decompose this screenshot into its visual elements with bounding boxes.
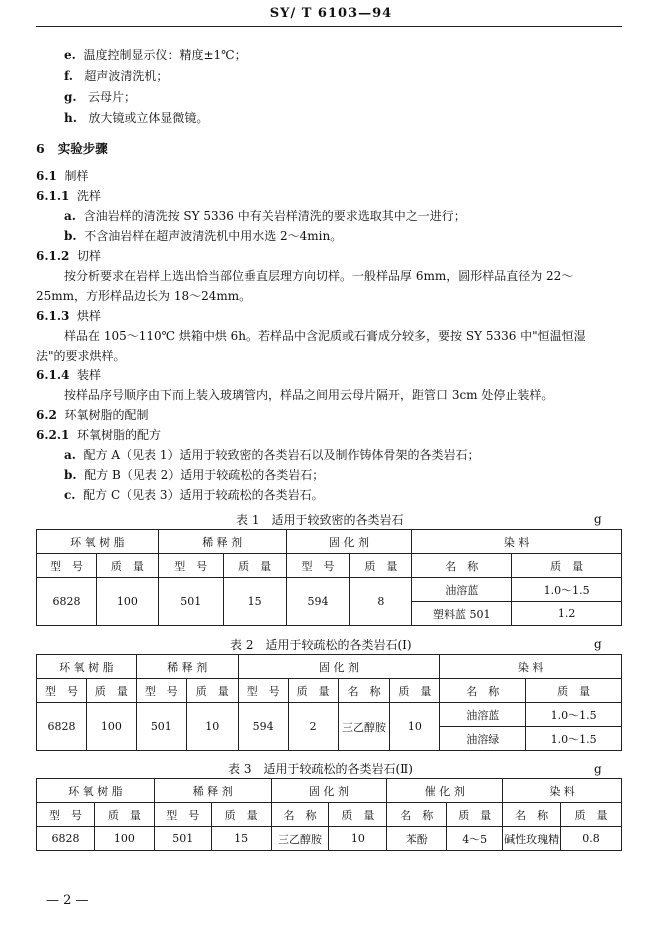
table-group-header: 催 化 剂 <box>387 779 503 803</box>
list-item: e. 温度控制显示仪：精度±1℃； <box>64 48 247 62</box>
subsection-heading: 6.1.3 烘样 <box>36 309 102 323</box>
table-cell: 6828 <box>37 578 97 626</box>
table-group-header: 染 料 <box>503 779 622 803</box>
table-cell: 594 <box>238 703 288 751</box>
subsection-heading: 6.1 制样 <box>36 169 89 183</box>
table-group-header: 环 氧 树 脂 <box>37 655 137 679</box>
paragraph-line: 按样品序号顺序由下而上装入玻璃管内，样品之间用云母片隔开，距管口 3cm 处停止装样。 <box>64 388 554 402</box>
table-sub-header: 型 号 <box>37 803 95 827</box>
table-sub-header: 质 量 <box>390 679 440 703</box>
table-cell: 0.8 <box>561 827 622 851</box>
table-sub-header: 质 量 <box>350 554 412 578</box>
table-sub-header: 质 量 <box>526 679 622 703</box>
table-cell: 2 <box>288 703 338 751</box>
table-group-header: 染 料 <box>440 655 622 679</box>
page-header: SY/ T 6103—94 <box>269 6 393 21</box>
table-cell: 15 <box>223 578 286 626</box>
table-sub-header: 型 号 <box>158 554 223 578</box>
table-cell: 油溶蓝 <box>412 578 512 602</box>
table-sub-header: 质 量 <box>512 554 622 578</box>
table-cell: 6828 <box>37 703 87 751</box>
header-rule <box>36 26 622 27</box>
table-sub-header: 名 称 <box>271 803 329 827</box>
table-cell: 10 <box>390 703 440 751</box>
table-cell: 10 <box>329 827 387 851</box>
table-sub-header: 型 号 <box>238 679 288 703</box>
table-cell: 油溶蓝 <box>440 703 526 727</box>
table-sub-header: 质 量 <box>94 803 154 827</box>
table-cell: 1.0～1.5 <box>512 578 622 602</box>
table-cell: 1.0～1.5 <box>526 727 622 751</box>
table-cell: 501 <box>158 578 223 626</box>
table-sub-header: 型 号 <box>154 803 211 827</box>
table-cell: 苯酚 <box>387 827 447 851</box>
table-cell: 三乙醇胺 <box>338 703 390 751</box>
table-cell: 100 <box>86 703 136 751</box>
unit-label: g <box>594 637 602 651</box>
table-2 <box>36 654 622 751</box>
list-item: f. 超声波清洗机； <box>64 69 169 83</box>
table-cell: 10 <box>186 703 238 751</box>
table-sub-header: 质 量 <box>96 554 158 578</box>
table-cell: 15 <box>211 827 271 851</box>
table-cell: 8 <box>350 578 412 626</box>
subsection-heading: 6.1.1 洗样 <box>36 189 102 203</box>
table-group-header: 稀 释 剂 <box>154 779 271 803</box>
table-cell: 100 <box>96 578 158 626</box>
table-cell: 594 <box>286 578 350 626</box>
table-group-header: 固 化 剂 <box>271 779 387 803</box>
table-cell: 501 <box>154 827 211 851</box>
table-cell: 油溶绿 <box>440 727 526 751</box>
table-group-header: 稀 释 剂 <box>158 530 286 554</box>
table-sub-header: 型 号 <box>37 679 87 703</box>
table-cell: 1.2 <box>512 602 622 626</box>
table-1-caption: 表 1 适用于较致密的各类岩石 <box>236 513 404 527</box>
subsection-heading: 6.1.2 切样 <box>36 249 102 263</box>
table-cell: 4～5 <box>447 827 503 851</box>
paragraph-line: 按分析要求在岩样上选出恰当部位垂直层理方向切样。一般样品厚 6mm，圆形样品直径为 22～ <box>64 269 574 283</box>
table-group-header: 固 化 剂 <box>286 530 412 554</box>
table-sub-header: 型 号 <box>136 679 186 703</box>
table-1 <box>36 529 622 626</box>
table-group-header: 染 料 <box>412 530 622 554</box>
table-cell: 6828 <box>37 827 95 851</box>
table-cell: 1.0～1.5 <box>526 703 622 727</box>
list-item: c. 配方 C（见表 3）适用于较疏松的各类岩石。 <box>64 488 324 502</box>
paragraph-line: 法"的要求烘样。 <box>36 349 126 363</box>
table-sub-header: 质 量 <box>223 554 286 578</box>
list-item: a. 配方 A（见表 1）适用于较致密的各类岩石以及制作铸体骨架的各类岩石； <box>64 448 480 462</box>
table-2-caption: 表 2 适用于较疏松的各类岩石(Ⅰ) <box>230 638 412 652</box>
list-item: h. 放大镜或立体显微镜。 <box>64 111 209 125</box>
table-sub-header: 质 量 <box>447 803 503 827</box>
paragraph-line: 样品在 105～110℃ 烘箱中烘 6h。若样品中含泥质或石膏成分较多，要按 SY 5336 中"恒温恒湿 <box>64 329 586 343</box>
table-group-header: 环 氧 树 脂 <box>37 530 159 554</box>
list-item: a. 含油岩样的清洗按 SY 5336 中有关岩样清洗的要求选取其中之一进行； <box>64 209 466 223</box>
table-sub-header: 质 量 <box>186 679 238 703</box>
table-sub-header: 质 量 <box>288 679 338 703</box>
list-item: b. 不含油岩样在超声波清洗机中用水选 2～4min。 <box>64 229 343 243</box>
table-group-header: 稀 释 剂 <box>136 655 238 679</box>
table-group-header: 固 化 剂 <box>238 655 440 679</box>
table-sub-header: 名 称 <box>440 679 526 703</box>
table-sub-header: 名 称 <box>412 554 512 578</box>
list-item: g. 云母片； <box>64 90 137 104</box>
table-3 <box>36 778 622 851</box>
table-sub-header: 质 量 <box>329 803 387 827</box>
list-item: b. 配方 B（见表 2）适用于较疏松的各类岩石； <box>64 468 325 482</box>
table-cell: 100 <box>94 827 154 851</box>
paragraph-line: 25mm，方形样品边长为 18～24mm。 <box>36 289 252 303</box>
table-group-header: 环 氧 树 脂 <box>37 779 155 803</box>
table-cell: 塑料蓝 501 <box>412 602 512 626</box>
table-sub-header: 型 号 <box>37 554 97 578</box>
subsection-heading: 6.2.1 环氧树脂的配方 <box>36 428 162 442</box>
unit-label: g <box>594 762 602 776</box>
section-heading: 6 实验步骤 <box>36 141 108 156</box>
table-sub-header: 名 称 <box>338 679 390 703</box>
table-3-caption: 表 3 适用于较疏松的各类岩石(Ⅱ) <box>228 762 413 776</box>
table-cell: 501 <box>136 703 186 751</box>
page-number: — 2 — <box>46 893 89 908</box>
table-sub-header: 质 量 <box>561 803 622 827</box>
table-cell: 三乙醇胺 <box>271 827 329 851</box>
unit-label: g <box>594 512 602 526</box>
table-sub-header: 质 量 <box>211 803 271 827</box>
table-sub-header: 名 称 <box>387 803 447 827</box>
table-sub-header: 型 号 <box>286 554 350 578</box>
table-sub-header: 名 称 <box>503 803 561 827</box>
subsection-heading: 6.2 环氧树脂的配制 <box>36 408 149 422</box>
table-sub-header: 质 量 <box>86 679 136 703</box>
table-cell: 碱性玫瑰精 <box>503 827 561 851</box>
subsection-heading: 6.1.4 装样 <box>36 368 102 382</box>
